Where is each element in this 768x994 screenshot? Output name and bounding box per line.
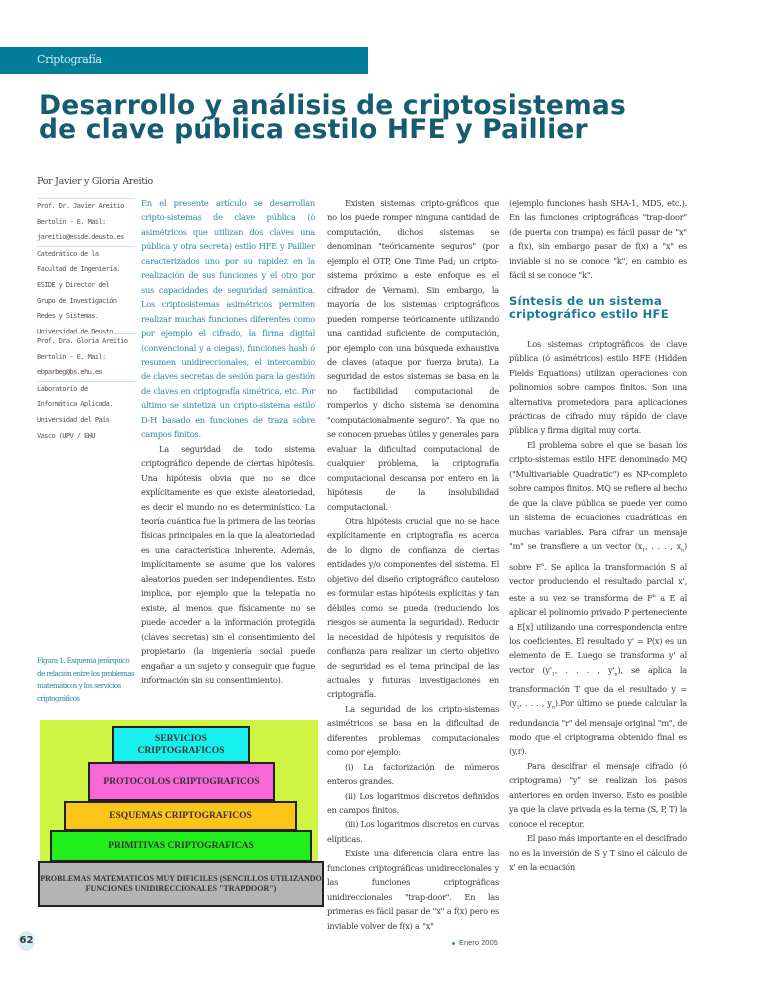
author-line: Vasco (UPV / EHU: [37, 431, 95, 440]
author-line: Catedrático de la: [37, 246, 135, 263]
author-line: Universidad del País: [37, 415, 110, 424]
superscript: n: [652, 592, 656, 599]
article-title: [39, 90, 739, 145]
list-item: (iii) Los logaritmos discretos en curvas elípticas.: [327, 819, 499, 844]
pyramid-layer-protocols: PROTOCOLOS CRIPTOGRAFICOS: [88, 762, 275, 801]
title-line-2: de clave pública estilo HFE y Paillier: [39, 114, 588, 145]
text-run: . Se aplica la transformación S al vector produciendo el resultado parcial x', este a su vez se transforma de F: [509, 561, 687, 603]
author-line: Prof. Dr. Javier Areitio: [37, 202, 124, 210]
text-run: ).Por último se puede calcular la redundancia "r" del mensaje original "m", de modo que el criptograma obtenido final es (y,r).: [509, 698, 687, 757]
author-line: Laboratorio de: [37, 381, 135, 398]
author-info-2: [37, 333, 135, 444]
paragraph: El paso más importante en el descifrado no es la inversión de S y T sino el cálculo de x' en la ecuación: [509, 833, 687, 873]
column-1: [141, 196, 315, 687]
list-item: (ii) Los logaritmos discretos definidos en campos finitos.: [327, 790, 499, 816]
subscript: 1: [642, 547, 646, 554]
title-line-1: Desarrollo y análisis de criptosistemas: [39, 90, 626, 121]
author-line: Redes y Sistemas.: [37, 312, 99, 321]
author-line: Bertolín - E. Mail:: [37, 352, 106, 361]
author-line: Universidad de Deusto.: [37, 327, 117, 336]
paragraph: [509, 438, 687, 759]
paragraph: Existe una diferencia clara entre las funciones criptográficas unidireccionales y las funciones criptográficas unidireccionales "trap-door". En las primeras es fácil pasar de "x" a f(x) pero es inviable volver de f(x) a "x": [327, 848, 499, 931]
column-3: [509, 196, 687, 875]
author-email[interactable]: ebparbeg@bs.ehu.es: [37, 368, 103, 377]
lead-paragraph: En el presente artículo se desarrollan cripto-sistemas de clave pública (ó asimétricos que utilizan dos claves una pública y otra secreta) estilo HFE y Paillier caracterizados uno por su rapidez en la realización de sus funciones y el otro por sus capacidades de seguridad semántica. Los criptosistemas asimétricos permiten realizar muchas funciones diferentes como por ejemplo el cifrado, la firma digital (convencional y a ciegas), funciones hash ó resumen unidireccionales, el intercambio de claves secretas de sesión para la gestión de claves en criptografía simétrica, etc. Por último se sintetiza un cripto-sistema estilo D-H basado en funciones de traza sobre campos finitos.: [141, 198, 315, 440]
subscript: 1: [516, 705, 520, 712]
author-line: ESIDE y Director del: [37, 280, 110, 289]
subscript: n: [551, 705, 555, 712]
paragraph: Los sistemas criptográficos de clave pública (ó asimétricos) estilo HFE (Hidden Fields Equations) utilizan operaciones con polinomios sobre campos finitos. Son una alternativa prometedora para aplicaciones prácticas de cifrado muy rápido de clave pública y firma digital muy corta.: [509, 338, 687, 436]
pyramid-layer-math-problems: PROBLEMAS MATEMATICOS MUY DIFICILES (SENCILLOS UTILIZANDO FUNCIONES UNIDIRECCIONALES "TRAPDOOR"): [38, 861, 324, 907]
text-run: El problema sobre el que se basan los cripto-sistemas estilo HFE denominado MQ ("Multivariable Quadratic") es NP-completo sobre campos finitos. MQ se refiere al hecho de que la clave pública se puede ver como un sistema de ecuaciones cuadráticas en muchas variables. Para cifrar un mensaje "m" se transfiere a un vector (x: [509, 439, 687, 552]
subscript: 1: [551, 671, 555, 678]
text-run: , . . . , x: [645, 541, 682, 552]
figure-caption: Figura 1. Esquema jerárquico de relación entre los problemas matemáticos y los servicios criptográficos: [37, 656, 135, 703]
column-2: [327, 196, 499, 933]
section-heading: Síntesis de un sistema criptográfico estilo HFE: [509, 293, 669, 321]
paragraph: Para descifrar el mensaje cifrado (ó criptograma) "y" se realizan los pasos anteriores en orden inverso. Esto es posible ya que la clave privada es la terna (S, P, T) la conoce el receptor.: [509, 760, 687, 829]
paragraph: La seguridad de todo sistema criptográfico depende de ciertas hipótesis. Una hipótesis obvia que no se dice explícitamente es que existe aleatoriedad, es decir el mundo no es determinístico. La teoría cuántica fue la primera de las teorías físicas principales en la que la aleatoriedad es una característica inherente. Además, implícitamente se asume que los valores aleatorios pueden ser independientes. Esto implica, por ejemplo que la telepatía no existe, al menos que físicamente no se puede acceder a la información protegida (claves secretas) sin el consentimiento del propietario (la ingeniería social puede engañar a un sujeto y conseguir que fugue información sin su consentimiento).: [141, 443, 315, 685]
subscript: n: [614, 671, 618, 678]
author-line: Informática Aplicada.: [37, 400, 113, 409]
author-info-1: [37, 198, 135, 340]
author-line: Bertolín - E. Mail:: [37, 217, 106, 226]
byline: Por Javier y Gloria Areitio: [37, 176, 153, 187]
pyramid-layer-services: SERVICIOS CRIPTOGRAFICOS: [112, 726, 250, 763]
footer-date: [452, 938, 498, 947]
paragraph: (ejemplo funciones hash SHA-1, MD5, etc.). En las funciones criptográficas "trap-door" (de puerta con trampa) es fácil pasar de "x" a f(x), sin embargo pasar de f(x) a "x" es inviable si no se conoce "k", en cambio es fácil si se conoce "k".: [509, 198, 687, 281]
issue-date: Enero 2005: [459, 938, 498, 947]
text-run: , . . . , y': [554, 664, 615, 675]
page-number: 62: [18, 931, 35, 951]
subscript: n: [681, 547, 684, 554]
author-line: Prof. Dra. Gloria Areitio: [37, 337, 128, 345]
author-email[interactable]: jareitio@eside.deusto.es: [37, 233, 124, 242]
list-item: (i) La factorización de números enteros grandes.: [327, 761, 499, 787]
text-run: ), se aplica la transformación T que da el resultado y = (y: [509, 664, 687, 709]
superscript: n: [541, 562, 545, 569]
section-label: Criptografía: [37, 53, 102, 66]
pyramid-layer-primitives: PRIMITIVAS CRIPTOGRAFICAS: [50, 830, 312, 862]
author-line: Grupo de Investigación: [37, 296, 117, 305]
author-line: Facultad de Ingeniería.: [37, 265, 121, 274]
pyramid-layer-schemes: ESQUEMAS CRIPTOGRAFICOS: [64, 801, 297, 831]
text-run: a E al aplicar el polinomio privado P perteneciente a E[x] utilizando una correspondencia entre los coeficientes. El resultado y' = P(x) es un elemento de E. Luego se transforma y' al vector (y': [509, 592, 688, 675]
paragraph: Existen sistemas cripto-gráficos que no los puede romper ninguna cantidad de computación, dichos sistemas se denominan "teóricamente seguros" (por ejemplo el OTP, One Time Pad; un cripto-sistema próximo a este enfoque es el cifrador de Vernam). Sin embargo, la mayoría de los sistemas criptográficos pueden romperse teóricamente utilizando una cantidad suficiente de computación, por ejemplo con una búsqueda exhaustiva de claves (ataque por fuerza bruta). La seguridad de estos sistemas se basa en la no factibilidad computacional de romperlos y dicho sistema se denomina "computacionalmente seguro". Ya que no se conocen pruebas útiles y generales para evaluar la dificultad computacional de cualquier problema, la criptografía computacional descansa por entero en la hipótesis de la insolubilidad computacional.: [327, 198, 499, 512]
bullet-icon: [452, 942, 455, 945]
paragraph: Otra hipótesis crucial que no se hace explícitamente en criptografía es acerca de lo digno de confianza de ciertas entidades y/o componentes del sistema. El objetivo del diseño criptográfico cauteloso es formular estas hipótesis explícitas y tan débiles como se pueda (reduciendo los riesgos se aumenta la seguridad). Reducir la necesidad de hipótesis y requisitos de confianza para realizar un cierto objetivo de seguridad es el tema principal de las actuales y futuras investigaciones en criptografía.: [327, 515, 499, 700]
text-run: ) sobre F: [509, 541, 687, 572]
text-run: , . . . , y: [519, 698, 552, 709]
pyramid-figure: [40, 720, 322, 906]
paragraph: La seguridad de los cripto-sistemas asimétricos se basa en la dificultad de diferentes problemas computacionales como por ejemplo:: [327, 703, 499, 758]
section-band: [0, 47, 368, 74]
